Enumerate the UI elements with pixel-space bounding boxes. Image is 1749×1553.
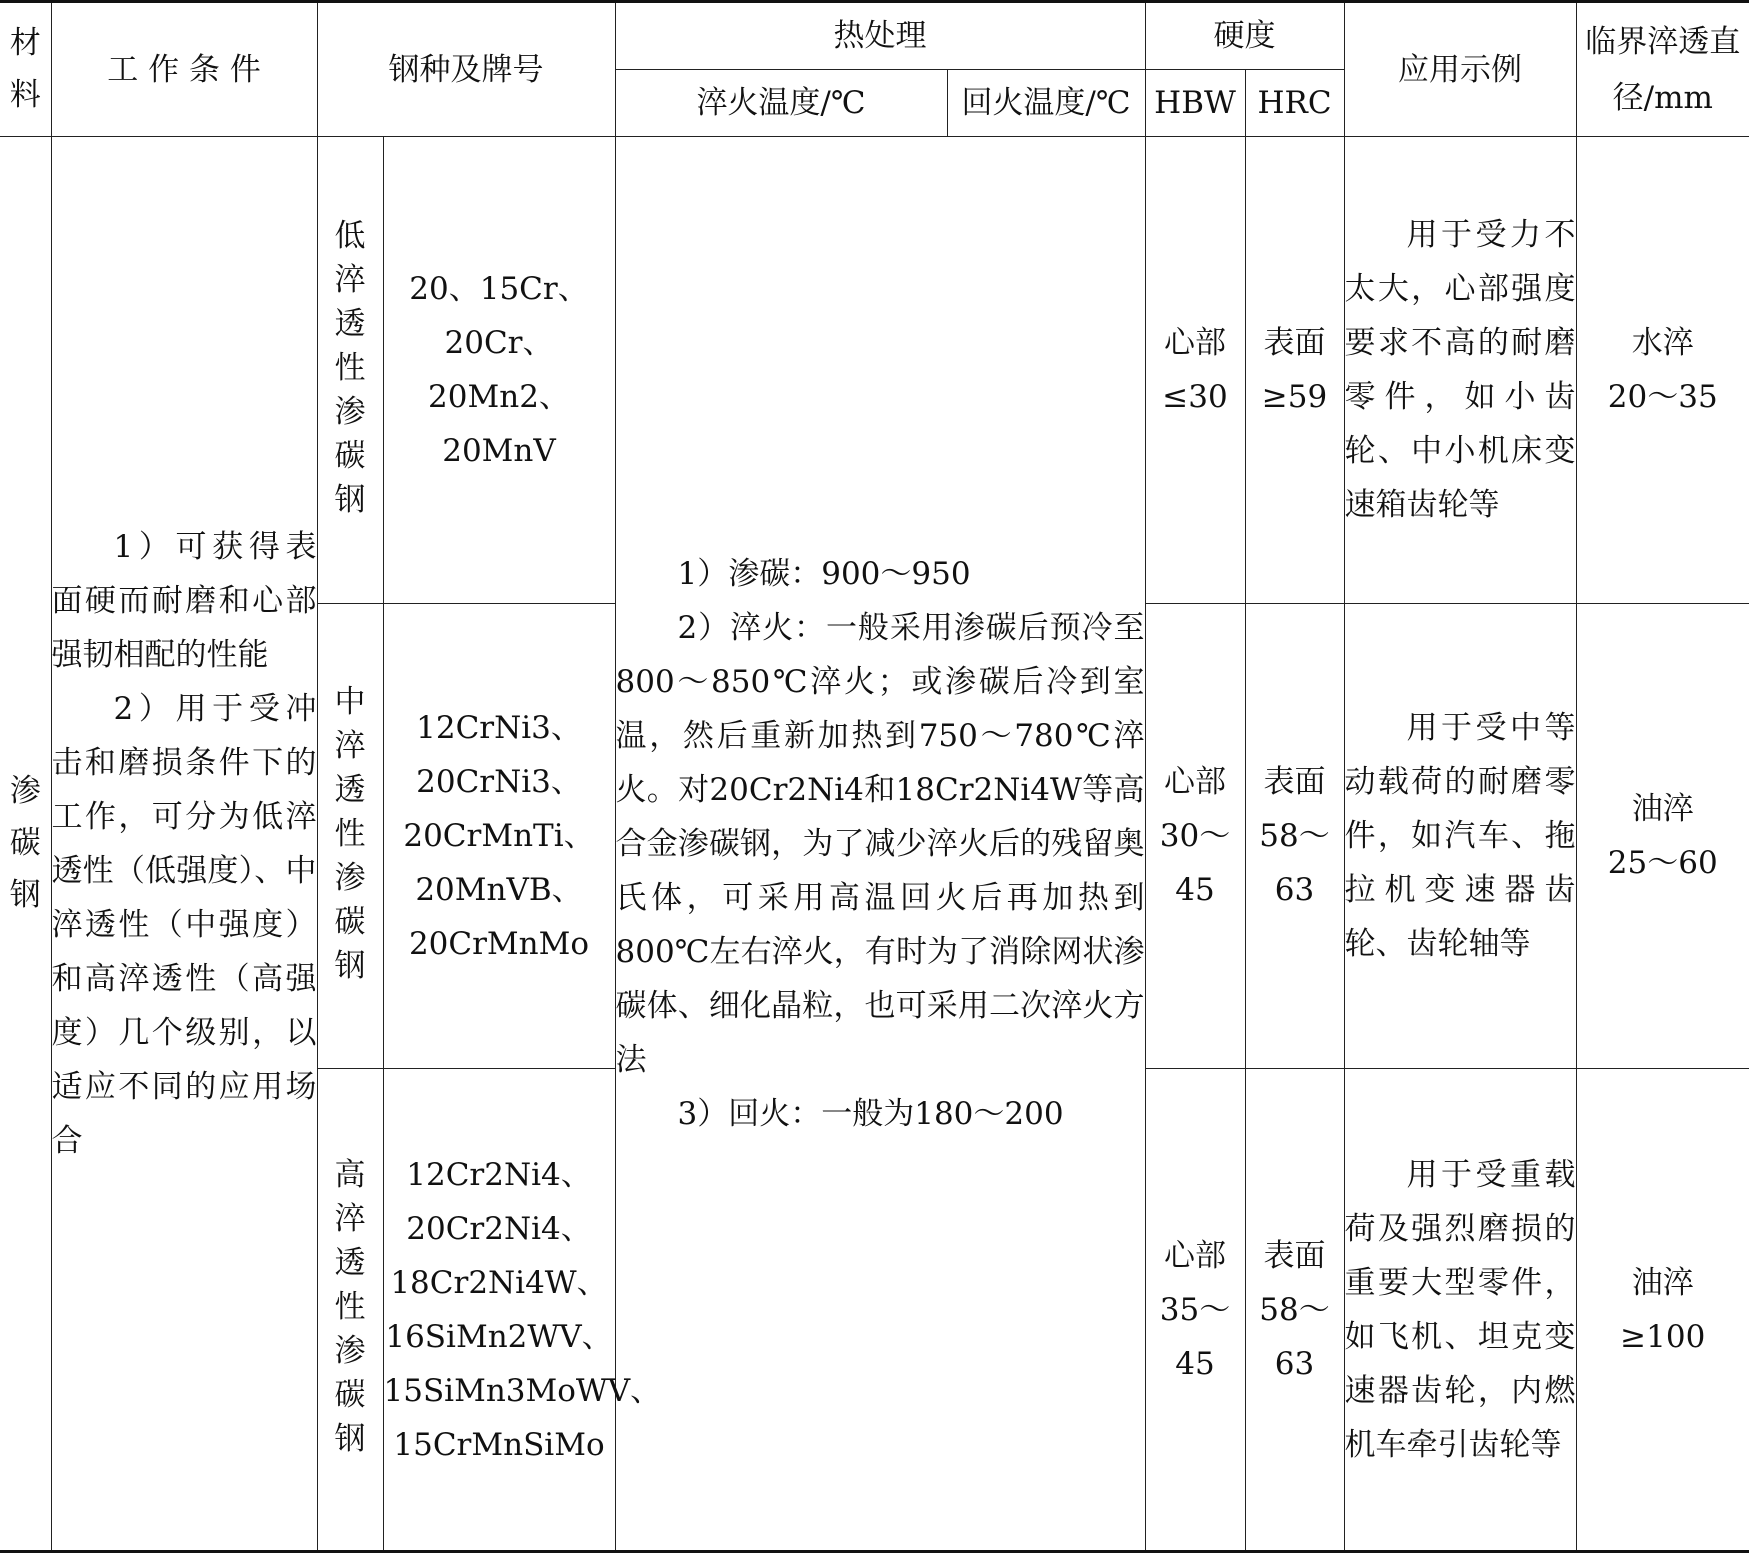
category-medium: 中淬透性渗碳钢 — [317, 604, 383, 1069]
heat-step-2: 2）淬火：一般采用渗碳后预冷至800～850℃淬火；或渗碳后冷到室温，然后重新加热到750～780℃淬火。对20Cr2Ni4和18Cr2Ni4W等高合金渗碳钢，为了减少淬火后的残留奥氏体，可采用高温回火后再加热到800℃左右淬火，有时为了消除网状渗碳体、细化晶粒，也可采用二次淬火方法 — [615, 609, 1145, 1078]
condition-1: 1）可获得表面硬而耐磨和心部强韧相配的性能 — [51, 528, 317, 673]
heat-step-3: 3）回火：一般为180～200 — [677, 1095, 1064, 1132]
hrc-high: 表面 58～63 — [1245, 1069, 1344, 1552]
hrc-medium: 表面 58～63 — [1245, 604, 1344, 1069]
header-critical-diameter: 临界淬透直径/mm — [1576, 2, 1749, 137]
material-cell: 渗碳钢 — [0, 137, 51, 1552]
header-temper-temp: 回火温度/℃ — [947, 70, 1145, 137]
critical-medium: 油淬 25～60 — [1576, 604, 1749, 1069]
hbw-low: 心部 ≤30 — [1145, 137, 1245, 604]
application-high: 用于受重载荷及强烈磨损的重要大型零件，如飞机、坦克变速器齿轮，内燃机车牵引齿轮等 — [1344, 1069, 1576, 1552]
heat-step-1: 1）渗碳：900～950 — [677, 555, 971, 592]
conditions-cell — [51, 137, 317, 1552]
category-high: 高淬透性渗碳钢 — [317, 1069, 383, 1552]
critical-high: 油淬 ≥100 — [1576, 1069, 1749, 1552]
header-steel-grade: 钢种及牌号 — [317, 2, 615, 137]
header-hardness: 硬度 — [1145, 2, 1344, 70]
application-low: 用于受力不太大，心部强度要求不高的耐磨零件，如小齿轮、中小机床变速箱齿轮等 — [1344, 137, 1576, 604]
category-low: 低淬透性渗碳钢 — [317, 137, 383, 604]
header-quench-temp: 淬火温度/℃ — [615, 70, 947, 137]
grades-medium: 12CrNi3、 20CrNi3、 20CrMnTi、 20MnVB、 20CrMnMo — [383, 604, 615, 1069]
application-medium: 用于受中等动载荷的耐磨零件，如汽车、拖拉机变速器齿轮、齿轮轴等 — [1344, 604, 1576, 1069]
hrc-low: 表面 ≥59 — [1245, 137, 1344, 604]
header-hbw: HBW — [1145, 70, 1245, 137]
grades-high: 12Cr2Ni4、 20Cr2Ni4、 18Cr2Ni4W、 16SiMn2WV、 15SiMn3MoWV、 15CrMnSiMo — [383, 1069, 615, 1552]
heat-treatment-cell — [615, 137, 1145, 1552]
hbw-medium: 心部 30～45 — [1145, 604, 1245, 1069]
header-material: 材料 — [0, 2, 51, 137]
header-application: 应用示例 — [1344, 2, 1576, 137]
grades-low: 20、15Cr、 20Cr、20Mn2、 20MnV — [383, 137, 615, 604]
header-hrc: HRC — [1245, 70, 1344, 137]
critical-low: 水淬 20～35 — [1576, 137, 1749, 604]
header-heat-treatment: 热处理 — [615, 2, 1145, 70]
hbw-high: 心部 35～45 — [1145, 1069, 1245, 1552]
header-conditions: 工 作 条 件 — [51, 2, 317, 137]
condition-2: 2）用于受冲击和磨损条件下的工作，可分为低淬透性（低强度）、中淬透性（中强度）和高淬透性（高强度）几个级别，以适应不同的应用场合 — [51, 690, 317, 1159]
